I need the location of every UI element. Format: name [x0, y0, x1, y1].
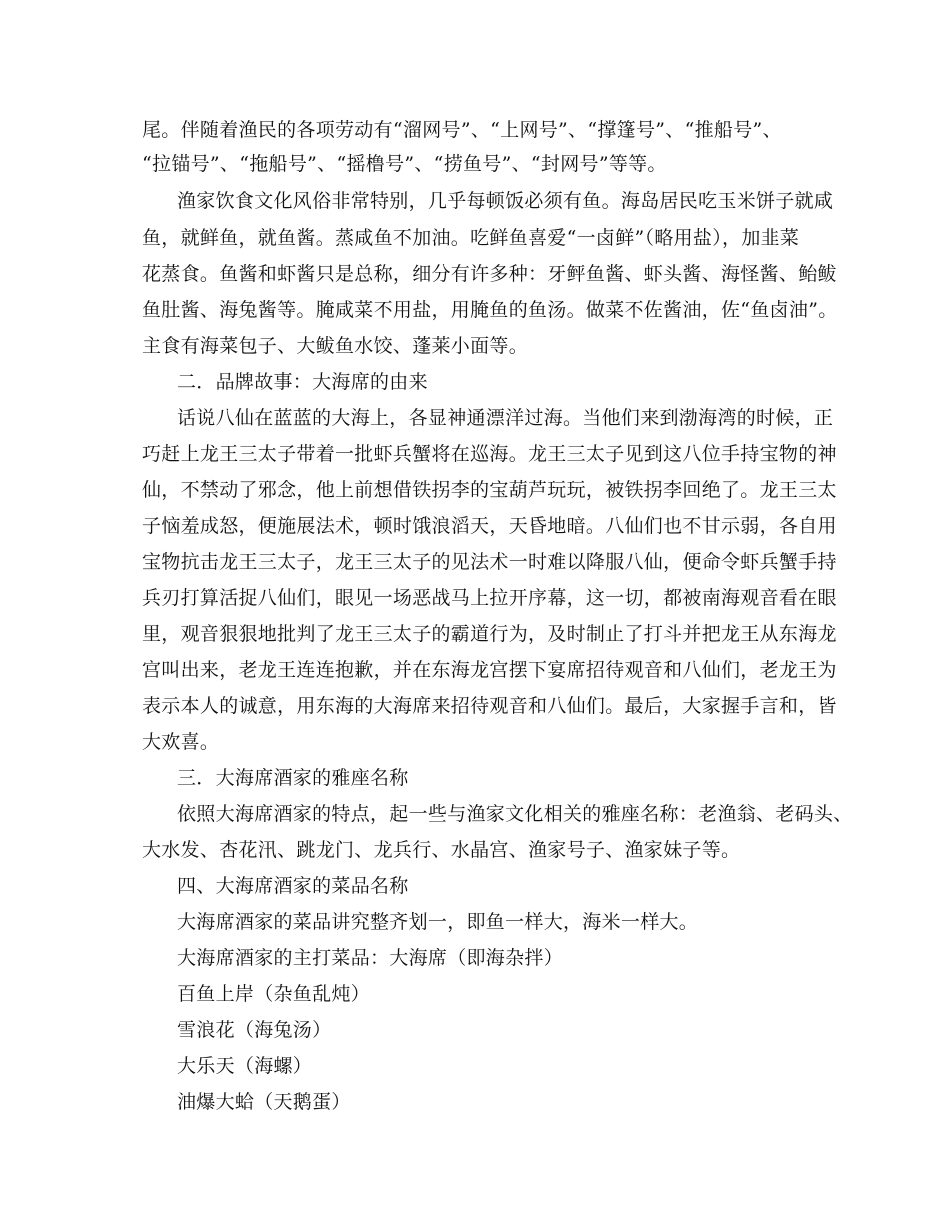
text-line: 宝物抗击龙王三太子，龙王三太子的见法术一时难以降服八仙，便命令虾兵蟹手持 [142, 551, 837, 573]
section-heading: 四、大海席酒家的菜品名称 [177, 875, 409, 897]
menu-item: 油爆大蛤（天鹅蛋） [177, 1091, 351, 1113]
text-line: 表示本人的诚意，用东海的大海席来招待观音和八仙们。最后，大家握手言和，皆 [142, 695, 837, 717]
text-line: 里，观音狠狠地批判了龙王三太子的霸道行为，及时制止了打斗并把龙王从东海龙 [142, 623, 837, 645]
text-line: 巧赶上龙王三太子带着一批虾兵蟹将在巡海。龙王三太子见到这八位手持宝物的神 [142, 443, 837, 465]
text-line: 兵刃打算活捉八仙们，眼见一场恶战马上拉开序幕，这一切，都被南海观音看在眼 [142, 587, 837, 609]
menu-item: 大乐天（海螺） [177, 1055, 313, 1077]
paragraph-start: 话说八仙在蓝蓝的大海上，各显神通漂洋过海。当他们来到渤海湾的时候，正 [177, 407, 834, 429]
text-line: 主食有海菜包子、大鲅鱼水饺、蓬莱小面等。 [142, 335, 529, 357]
text-line: 仙，不禁动了邪念，他上前想借铁拐李的宝葫芦玩玩，被铁拐李回绝了。龙王三太 [142, 479, 837, 501]
menu-item: 雪浪花（海兔汤） [177, 1019, 332, 1041]
text-line: 鱼，就鲜鱼，就鱼酱。蒸咸鱼不加油。吃鲜鱼喜爱“一卤鲜”（略用盐），加韭菜 [142, 227, 800, 249]
section-heading: 二．品牌故事：大海席的由来 [177, 371, 428, 393]
paragraph-start: 渔家饮食文化风俗非常特别，几乎每顿饭必须有鱼。海岛居民吃玉米饼子就咸 [177, 190, 834, 212]
text-line: 鱼肚酱、海兔酱等。腌咸菜不用盐，用腌鱼的鱼汤。做菜不佐酱油，佐“鱼卤油”。 [142, 299, 838, 321]
menu-item: 百鱼上岸（杂鱼乱炖） [177, 983, 371, 1005]
text-line: 大欢喜。 [142, 731, 220, 753]
paragraph-start: 大海席酒家的主打菜品：大海席（即海杂拌） [177, 947, 564, 969]
text-line: 宫叫出来，老龙王连连抱歉，并在东海龙宫摆下宴席招待观音和八仙们，老龙王为 [142, 659, 837, 681]
text-line: “拉锚号”、“拖船号”、“摇橹号”、“捞鱼号”、“封网号”等等。 [142, 153, 667, 175]
text-line: 尾。伴随着渔民的各项劳动有“溜网号”、“上网号”、“撑篷号”、“推船号”、 [142, 119, 782, 141]
text-line: 花蒸食。鱼酱和虾酱只是总称，细分有许多种：牙鲆鱼酱、虾头酱、海怪酱、鲐鲅 [142, 263, 837, 285]
paragraph-start: 依照大海席酒家的特点，起一些与渔家文化相关的雅座名称：老渔翁、老码头、 [177, 803, 853, 825]
text-line: 子恼羞成怒，便施展法术，顿时饿浪滔天，天昏地暗。八仙们也不甘示弱，各自用 [142, 515, 837, 537]
section-heading: 三．大海席酒家的雅座名称 [177, 767, 409, 789]
text-line: 大水发、杏花汛、跳龙门、龙兵行、水晶宫、渔家号子、渔家妹子等。 [142, 839, 741, 861]
paragraph-start: 大海席酒家的菜品讲究整齐划一，即鱼一样大，海米一样大。 [177, 911, 699, 933]
